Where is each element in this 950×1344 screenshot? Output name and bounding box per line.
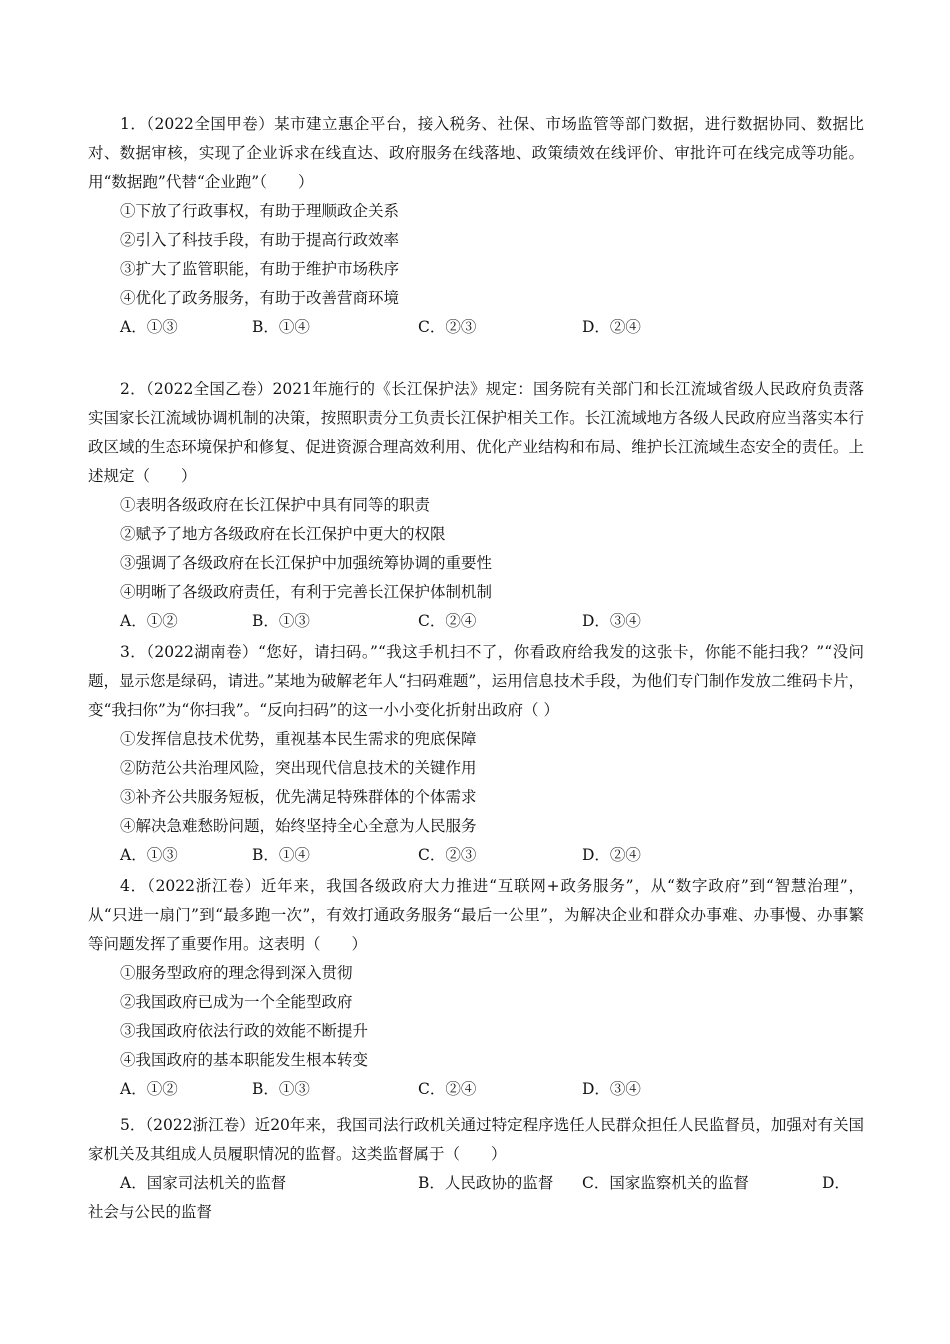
statement-item: ①下放了行政事权，有助于理顺政企关系 <box>120 202 400 220</box>
statement-item: ①表明各级政府在长江保护中具有同等的职责 <box>120 496 431 514</box>
statement-item: ④我国政府的基本职能发生根本转变 <box>120 1051 369 1069</box>
choice-a: A．国家司法机关的监督 <box>120 1174 287 1192</box>
statement-item: ①发挥信息技术优势，重视基本民生需求的兜底保障 <box>120 730 477 748</box>
answer-choices <box>88 313 864 342</box>
answer-choices <box>88 1169 864 1227</box>
question-stem: 5．（2022浙江卷）近20年来，我国司法行政机关通过特定程序选任人民群众担任人民监督员，加强对有关国家机关及其组成人员履职情况的监督。这类监督属于（ ） <box>88 1116 864 1163</box>
choice-c: C．②④ <box>418 1080 477 1098</box>
choice-a: A．①③ <box>120 846 178 864</box>
question-2 <box>88 375 864 636</box>
choice-c: C．国家监察机关的监督 <box>582 1174 749 1192</box>
choice-a: A．①② <box>120 1080 178 1098</box>
choice-a: A．①② <box>120 612 178 630</box>
choice-a: A．①③ <box>120 318 178 336</box>
statement-item: ④解决急难愁盼问题，始终坚持全心全意为人民服务 <box>120 817 477 835</box>
statement-item: ④优化了政务服务，有助于改善营商环境 <box>120 289 400 307</box>
statement-item: ③扩大了监管职能，有助于维护市场秩序 <box>120 260 400 278</box>
question-stem: 3．（2022湖南卷）“您好，请扫码。”“我这手机扫不了，你看政府给我发的这张卡，你能不能扫我？”“没问题，显示您是绿码，请进。”某地为破解老年人“扫码难题”，运用信息技术手段，为他们专门制作发放二维码卡片，变“我扫你”为“你扫我”。“反向扫码”的这一小小变化折射出政府（ ） <box>88 643 864 719</box>
choice-b: B．①③ <box>252 612 310 630</box>
statement-item: ②赋予了地方各级政府在长江保护中更大的权限 <box>120 525 446 543</box>
choice-b: B．①④ <box>252 846 310 864</box>
choice-d: D．②④ <box>582 318 641 336</box>
answer-choices <box>88 841 864 870</box>
question-stem: 1．（2022全国甲卷）某市建立惠企平台，接入税务、社保、市场监管等部门数据，进行数据协同、数据比对、数据审核，实现了企业诉求在线直达、政府服务在线落地、政策绩效在线评价、审批许可在线完成等功能。用“数据跑”代替“企业跑”（ ） <box>88 115 864 191</box>
statement-item: ②引入了科技手段，有助于提高行政效率 <box>120 231 400 249</box>
statement-item: ①服务型政府的理念得到深入贯彻 <box>120 964 353 982</box>
choice-b: B．①③ <box>252 1080 310 1098</box>
statement-item: ②防范公共治理风险，突出现代信息技术的关键作用 <box>120 759 477 777</box>
statement-item: ②我国政府已成为一个全能型政府 <box>120 993 353 1011</box>
question-5 <box>88 1111 864 1227</box>
question-3 <box>88 638 864 870</box>
choice-d: D．③④ <box>582 612 641 630</box>
statement-item: ③补齐公共服务短板，优先满足特殊群体的个体需求 <box>120 788 477 806</box>
question-1 <box>88 110 864 342</box>
choice-c: C．②③ <box>418 846 477 864</box>
answer-choices <box>88 607 864 636</box>
choice-d-label: D． <box>822 1174 850 1192</box>
choice-b: B．①④ <box>252 318 310 336</box>
choice-d: D．②④ <box>582 846 641 864</box>
statement-item: ④明晰了各级政府责任，有利于完善长江保护体制机制 <box>120 583 493 601</box>
question-stem: 2．（2022全国乙卷）2021年施行的《长江保护法》规定：国务院有关部门和长江流域省级人民政府负责落实国家长江流域协调机制的决策，按照职责分工负责长江保护相关工作。长江流域地方各级人民政府应当落实本行政区域的生态环境保护和修复、促进资源合理高效利用、优化产业结构和布局、维护长江流域生态安全的责任。上述规定（ ） <box>88 380 864 485</box>
question-stem: 4．（2022浙江卷）近年来，我国各级政府大力推进“互联网+政务服务”，从“数字政府”到“智慧治理”，从“只进一扇门”到“最多跑一次”，有效打通政务服务“最后一公里”，为解决企业和群众办事难、办事慢、办事繁等问题发挥了重要作用。这表明（ ） <box>88 877 864 953</box>
question-4 <box>88 872 864 1104</box>
choice-c: C．②④ <box>418 612 477 630</box>
choice-d-text: 社会与公民的监督 <box>88 1203 213 1221</box>
choice-d: D．③④ <box>582 1080 641 1098</box>
choice-c: C．②③ <box>418 318 477 336</box>
statement-item: ③强调了各级政府在长江保护中加强统筹协调的重要性 <box>120 554 493 572</box>
choice-b: B．人民政协的监督 <box>418 1174 554 1192</box>
statement-item: ③我国政府依法行政的效能不断提升 <box>120 1022 369 1040</box>
answer-choices <box>88 1075 864 1104</box>
